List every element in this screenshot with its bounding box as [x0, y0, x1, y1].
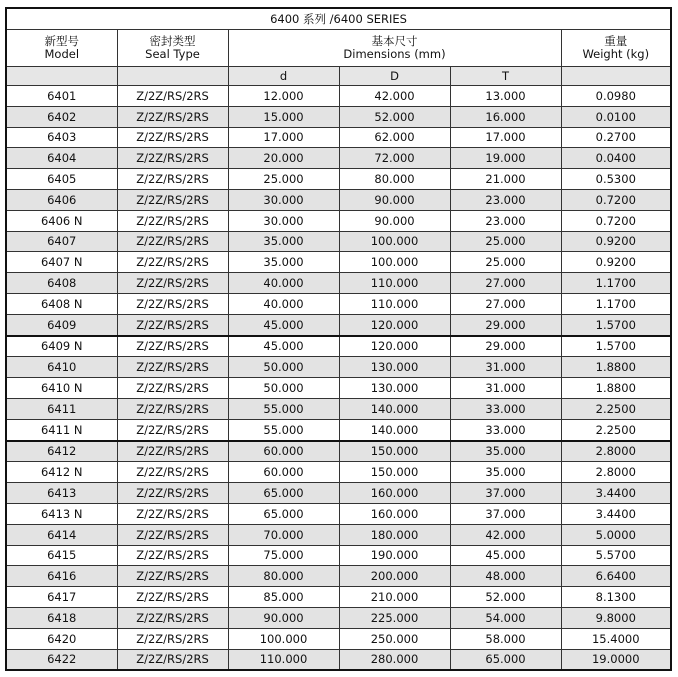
weight-cell: 0.0400	[561, 148, 671, 169]
seal-header	[117, 30, 228, 67]
weight-cell: 3.4400	[561, 503, 671, 524]
subheader-D: D	[339, 67, 450, 86]
T-cell: 35.000	[450, 462, 561, 483]
T-cell: 13.000	[450, 86, 561, 107]
table-row	[6, 127, 671, 148]
d-cell: 15.000	[228, 106, 339, 127]
model-cell: 6402	[6, 106, 117, 127]
table-row	[6, 587, 671, 608]
model-cell: 6408 N	[6, 293, 117, 314]
weight-cell: 8.1300	[561, 587, 671, 608]
D-cell: 52.000	[339, 106, 450, 127]
weight-cell: 1.5700	[561, 336, 671, 357]
header-row	[6, 30, 671, 67]
T-cell: 25.000	[450, 252, 561, 273]
model-cell: 6414	[6, 524, 117, 545]
model-cell: 6413 N	[6, 503, 117, 524]
weight-header	[561, 30, 671, 67]
d-cell: 50.000	[228, 357, 339, 378]
table-title: 6400 系列 /6400 SERIES	[6, 8, 671, 30]
weight-cell: 6.6400	[561, 566, 671, 587]
subheader-T: T	[450, 67, 561, 86]
D-cell: 90.000	[339, 210, 450, 231]
model-header-cn: 新型号	[44, 34, 79, 48]
model-cell: 6416	[6, 566, 117, 587]
T-cell: 37.000	[450, 503, 561, 524]
seal-header-cn: 密封类型	[149, 34, 196, 48]
d-cell: 30.000	[228, 189, 339, 210]
d-cell: 65.000	[228, 503, 339, 524]
table-row	[6, 483, 671, 504]
seal-type-cell: Z/2Z/RS/2RS	[117, 252, 228, 273]
model-cell: 6418	[6, 607, 117, 628]
T-cell: 52.000	[450, 587, 561, 608]
D-cell: 62.000	[339, 127, 450, 148]
table-row	[6, 441, 671, 462]
seal-type-cell: Z/2Z/RS/2RS	[117, 336, 228, 357]
model-cell: 6420	[6, 628, 117, 649]
table-title-row	[6, 8, 671, 30]
T-cell: 23.000	[450, 210, 561, 231]
seal-type-cell: Z/2Z/RS/2RS	[117, 462, 228, 483]
table-row	[6, 419, 671, 440]
T-cell: 27.000	[450, 273, 561, 294]
model-cell: 6408	[6, 273, 117, 294]
d-cell: 35.000	[228, 231, 339, 252]
d-cell: 70.000	[228, 524, 339, 545]
D-cell: 80.000	[339, 169, 450, 190]
model-cell: 6410 N	[6, 378, 117, 399]
weight-cell: 0.0100	[561, 106, 671, 127]
weight-cell: 3.4400	[561, 483, 671, 504]
table-row	[6, 628, 671, 649]
seal-type-cell: Z/2Z/RS/2RS	[117, 628, 228, 649]
seal-type-cell: Z/2Z/RS/2RS	[117, 231, 228, 252]
T-cell: 54.000	[450, 607, 561, 628]
d-cell: 30.000	[228, 210, 339, 231]
model-cell: 6409	[6, 314, 117, 335]
weight-cell: 0.7200	[561, 210, 671, 231]
T-cell: 31.000	[450, 378, 561, 399]
seal-type-cell: Z/2Z/RS/2RS	[117, 148, 228, 169]
model-cell: 6411 N	[6, 419, 117, 440]
D-cell: 225.000	[339, 607, 450, 628]
bearing-spec-table	[5, 7, 672, 671]
subheader-seal	[117, 67, 228, 86]
D-cell: 130.000	[339, 378, 450, 399]
seal-type-cell: Z/2Z/RS/2RS	[117, 86, 228, 107]
T-cell: 29.000	[450, 336, 561, 357]
table-row	[6, 378, 671, 399]
T-cell: 27.000	[450, 293, 561, 314]
d-cell: 50.000	[228, 378, 339, 399]
table-row	[6, 357, 671, 378]
dimensions-header-cn: 基本尺寸	[371, 34, 418, 48]
seal-type-cell: Z/2Z/RS/2RS	[117, 607, 228, 628]
D-cell: 42.000	[339, 86, 450, 107]
table-row	[6, 169, 671, 190]
d-cell: 55.000	[228, 398, 339, 419]
d-cell: 45.000	[228, 314, 339, 335]
D-cell: 110.000	[339, 273, 450, 294]
seal-header-en: Seal Type	[145, 47, 200, 61]
D-cell: 120.000	[339, 336, 450, 357]
d-cell: 40.000	[228, 293, 339, 314]
table-row	[6, 231, 671, 252]
T-cell: 45.000	[450, 545, 561, 566]
T-cell: 25.000	[450, 231, 561, 252]
model-cell: 6413	[6, 483, 117, 504]
seal-type-cell: Z/2Z/RS/2RS	[117, 127, 228, 148]
D-cell: 280.000	[339, 649, 450, 670]
weight-cell: 2.2500	[561, 419, 671, 440]
T-cell: 16.000	[450, 106, 561, 127]
seal-type-cell: Z/2Z/RS/2RS	[117, 419, 228, 440]
D-cell: 140.000	[339, 419, 450, 440]
D-cell: 160.000	[339, 483, 450, 504]
seal-type-cell: Z/2Z/RS/2RS	[117, 545, 228, 566]
model-cell: 6403	[6, 127, 117, 148]
weight-header-en: Weight (kg)	[582, 47, 650, 61]
model-cell: 6404	[6, 148, 117, 169]
weight-cell: 0.2700	[561, 127, 671, 148]
D-cell: 210.000	[339, 587, 450, 608]
T-cell: 17.000	[450, 127, 561, 148]
weight-cell: 0.5300	[561, 169, 671, 190]
table-row	[6, 503, 671, 524]
table-row	[6, 649, 671, 670]
weight-cell: 2.2500	[561, 398, 671, 419]
weight-cell: 1.5700	[561, 314, 671, 335]
table-row	[6, 210, 671, 231]
model-cell: 6417	[6, 587, 117, 608]
model-cell: 6407 N	[6, 252, 117, 273]
weight-cell: 1.8800	[561, 378, 671, 399]
table-row	[6, 252, 671, 273]
seal-type-cell: Z/2Z/RS/2RS	[117, 357, 228, 378]
T-cell: 65.000	[450, 649, 561, 670]
table-row	[6, 566, 671, 587]
seal-type-cell: Z/2Z/RS/2RS	[117, 293, 228, 314]
D-cell: 150.000	[339, 462, 450, 483]
seal-type-cell: Z/2Z/RS/2RS	[117, 441, 228, 462]
model-cell: 6406	[6, 189, 117, 210]
D-cell: 250.000	[339, 628, 450, 649]
D-cell: 200.000	[339, 566, 450, 587]
T-cell: 23.000	[450, 189, 561, 210]
table-row	[6, 545, 671, 566]
subheader-d: d	[228, 67, 339, 86]
model-cell: 6422	[6, 649, 117, 670]
model-cell: 6410	[6, 357, 117, 378]
weight-cell: 0.0980	[561, 86, 671, 107]
d-cell: 65.000	[228, 483, 339, 504]
table-row	[6, 148, 671, 169]
d-cell: 40.000	[228, 273, 339, 294]
D-cell: 110.000	[339, 293, 450, 314]
model-cell: 6411	[6, 398, 117, 419]
D-cell: 160.000	[339, 503, 450, 524]
model-cell: 6412 N	[6, 462, 117, 483]
dimensions-header	[228, 30, 561, 67]
T-cell: 35.000	[450, 441, 561, 462]
D-cell: 90.000	[339, 189, 450, 210]
D-cell: 180.000	[339, 524, 450, 545]
model-cell: 6405	[6, 169, 117, 190]
table-row	[6, 524, 671, 545]
model-header-en: Model	[44, 47, 80, 61]
D-cell: 100.000	[339, 252, 450, 273]
model-cell: 6406 N	[6, 210, 117, 231]
T-cell: 19.000	[450, 148, 561, 169]
weight-cell: 1.1700	[561, 273, 671, 294]
subheader-weight	[561, 67, 671, 86]
d-cell: 100.000	[228, 628, 339, 649]
d-cell: 12.000	[228, 86, 339, 107]
weight-cell: 5.0000	[561, 524, 671, 545]
T-cell: 33.000	[450, 419, 561, 440]
d-cell: 55.000	[228, 419, 339, 440]
seal-type-cell: Z/2Z/RS/2RS	[117, 503, 228, 524]
T-cell: 31.000	[450, 357, 561, 378]
weight-cell: 0.9200	[561, 231, 671, 252]
seal-type-cell: Z/2Z/RS/2RS	[117, 378, 228, 399]
weight-cell: 0.9200	[561, 252, 671, 273]
table-row	[6, 607, 671, 628]
table-row	[6, 106, 671, 127]
T-cell: 58.000	[450, 628, 561, 649]
weight-cell: 9.8000	[561, 607, 671, 628]
T-cell: 21.000	[450, 169, 561, 190]
d-cell: 35.000	[228, 252, 339, 273]
d-cell: 45.000	[228, 336, 339, 357]
D-cell: 120.000	[339, 314, 450, 335]
seal-type-cell: Z/2Z/RS/2RS	[117, 398, 228, 419]
table-row	[6, 86, 671, 107]
model-cell: 6401	[6, 86, 117, 107]
weight-cell: 1.1700	[561, 293, 671, 314]
T-cell: 29.000	[450, 314, 561, 335]
weight-cell: 2.8000	[561, 462, 671, 483]
D-cell: 72.000	[339, 148, 450, 169]
dimensions-header-en: Dimensions (mm)	[343, 47, 446, 61]
table-row	[6, 293, 671, 314]
D-cell: 100.000	[339, 231, 450, 252]
d-cell: 75.000	[228, 545, 339, 566]
subheader-model	[6, 67, 117, 86]
D-cell: 140.000	[339, 398, 450, 419]
seal-type-cell: Z/2Z/RS/2RS	[117, 483, 228, 504]
seal-type-cell: Z/2Z/RS/2RS	[117, 106, 228, 127]
table-row	[6, 273, 671, 294]
table-row	[6, 398, 671, 419]
D-cell: 130.000	[339, 357, 450, 378]
seal-type-cell: Z/2Z/RS/2RS	[117, 649, 228, 670]
D-cell: 190.000	[339, 545, 450, 566]
d-cell: 80.000	[228, 566, 339, 587]
weight-cell: 5.5700	[561, 545, 671, 566]
D-cell: 150.000	[339, 441, 450, 462]
weight-cell: 15.4000	[561, 628, 671, 649]
model-cell: 6415	[6, 545, 117, 566]
table-row	[6, 336, 671, 357]
T-cell: 48.000	[450, 566, 561, 587]
table-row	[6, 462, 671, 483]
model-cell: 6412	[6, 441, 117, 462]
d-cell: 60.000	[228, 462, 339, 483]
T-cell: 42.000	[450, 524, 561, 545]
d-cell: 20.000	[228, 148, 339, 169]
model-cell: 6407	[6, 231, 117, 252]
table-row	[6, 314, 671, 335]
seal-type-cell: Z/2Z/RS/2RS	[117, 169, 228, 190]
subheader-row	[6, 67, 671, 86]
seal-type-cell: Z/2Z/RS/2RS	[117, 314, 228, 335]
seal-type-cell: Z/2Z/RS/2RS	[117, 189, 228, 210]
table-row	[6, 189, 671, 210]
weight-cell: 19.0000	[561, 649, 671, 670]
weight-cell: 0.7200	[561, 189, 671, 210]
d-cell: 60.000	[228, 441, 339, 462]
seal-type-cell: Z/2Z/RS/2RS	[117, 524, 228, 545]
d-cell: 110.000	[228, 649, 339, 670]
T-cell: 33.000	[450, 398, 561, 419]
seal-type-cell: Z/2Z/RS/2RS	[117, 566, 228, 587]
weight-cell: 1.8800	[561, 357, 671, 378]
weight-cell: 2.8000	[561, 441, 671, 462]
weight-header-cn: 重量	[604, 34, 628, 48]
model-header	[6, 30, 117, 67]
d-cell: 25.000	[228, 169, 339, 190]
seal-type-cell: Z/2Z/RS/2RS	[117, 587, 228, 608]
seal-type-cell: Z/2Z/RS/2RS	[117, 210, 228, 231]
d-cell: 85.000	[228, 587, 339, 608]
model-cell: 6409 N	[6, 336, 117, 357]
d-cell: 90.000	[228, 607, 339, 628]
d-cell: 17.000	[228, 127, 339, 148]
seal-type-cell: Z/2Z/RS/2RS	[117, 273, 228, 294]
T-cell: 37.000	[450, 483, 561, 504]
